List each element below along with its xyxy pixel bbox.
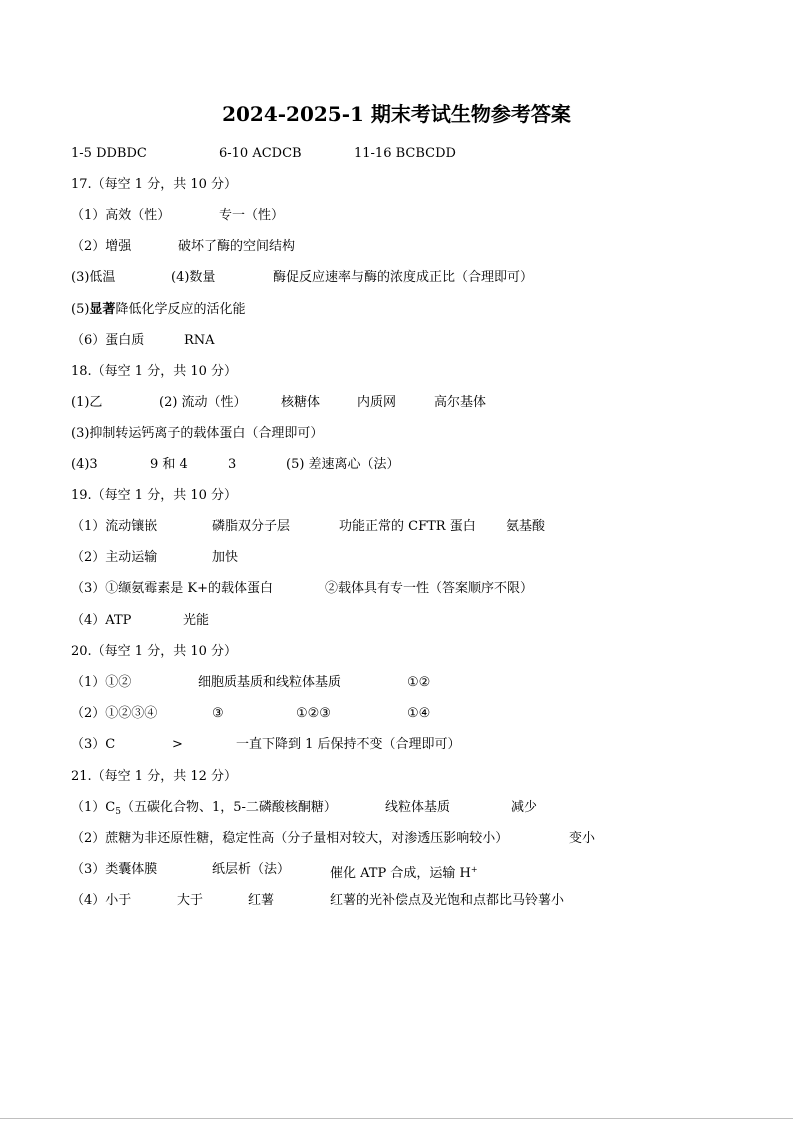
q18-answer-line-2: (3)抑制转运钙离子的载体蛋白（合理即可） [71,426,324,441]
q21-answer-line-2: （2）蔗糖为非还原性糖，稳定性高（分子量相对较大，对渗透压影响较小） 变小 [71,831,596,846]
q21-header: 21.（每空 1 分，共 12 分） [71,769,238,784]
q17-answer-line-2: （2）增强 破坏了酶的空间结构 [71,239,296,254]
multiple-choice-answers [0,144,793,164]
q19-answer-line-4: （4）ATP 光能 [71,613,210,628]
q20-header: 20.（每空 1 分，共 10 分） [71,644,238,659]
q21-answer-line-3: （3）类囊体膜 纸层析（法） 催化 ATP 合成，运输 H+ [71,862,478,881]
q19-answer-line-2: （2）主动运输 加快 [71,550,239,565]
page-bottom-divider [0,1118,793,1119]
q17-header: 17.（每空 1 分，共 10 分） [71,177,238,192]
page-title: 2024-2025-1 期末考试生物参考答案 [222,102,571,126]
q17-answer-line-4: (5)显著降低化学反应的活化能 [71,302,246,317]
q20-answer-line-2: （2）①②③④ ③ ①②③ ①④ [71,706,431,721]
q17-answer-line-1: （1）高效（性） 专一（性） [71,208,285,223]
q21-answer-line-1: $(1)C_5$（五碳化合物、1，5-二磷酸核酮糖） 线粒体基质 减少 [71,800,538,817]
q19-answer-line-1: （1）流动镶嵌 磷脂双分子层 功能正常的 CFTR 蛋白 氨基酸 [71,519,546,534]
q19-answer-line-3: （3）①缬氨霉素是 K+的载体蛋白 ②载体具有专一性（答案顺序不限） [71,581,534,596]
mc-group-3: 11-16 BCBCDD [354,146,456,161]
q21-answer-line-4: （4）小于 大于 红薯 红薯的光补偿点及光饱和点都比马铃薯小 [71,893,565,908]
mc-group-2: 6-10 ACDCB [219,146,302,161]
q18-answer-line-1: (1)乙 (2) 流动（性） 核糖体 内质网 高尔基体 [71,395,487,410]
q20-answer-line-3: （3）C > 一直下降到 1 后保持不变（合理即可） [71,737,461,752]
q19-header: 19.（每空 1 分，共 10 分） [71,488,238,503]
q18-header: 18.（每空 1 分，共 10 分） [71,364,238,379]
q20-answer-line-1: （1）①② 细胞质基质和线粒体基质 ①② [71,675,431,690]
q17-answer-line-3: (3)低温 (4)数量 酶促反应速率与酶的浓度成正比（合理即可） [71,270,534,285]
mc-group-1: 1-5 DDBDC [71,146,147,161]
q17-answer-line-5: （6）蛋白质 RNA [71,333,215,348]
q18-answer-line-3: (4)3 9 和 4 3 (5) 差速离心（法） [71,457,400,472]
